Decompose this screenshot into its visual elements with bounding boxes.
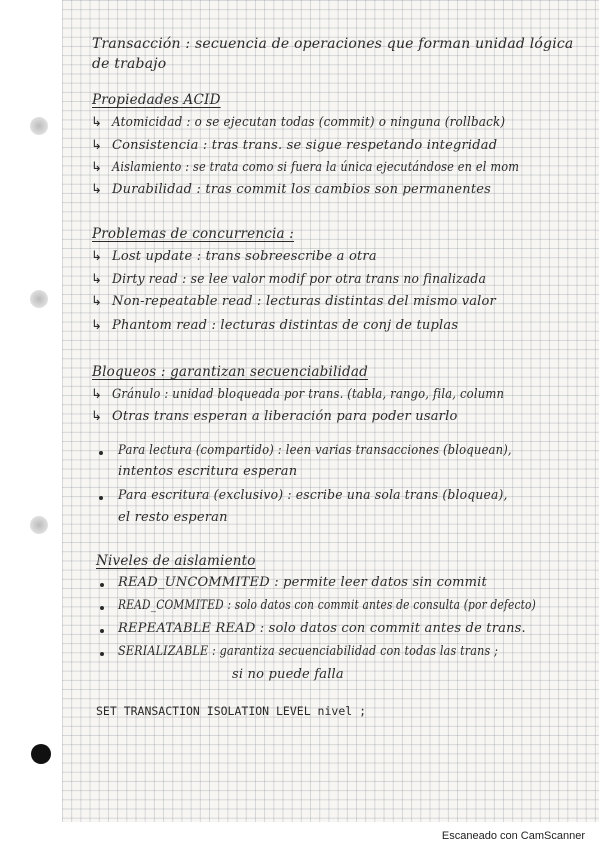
bullet xyxy=(100,629,104,633)
problema-item: Phantom read : lecturas distintas de conj de tuplas xyxy=(112,318,459,333)
bullet xyxy=(100,652,104,656)
acid-item: Atomicidad : o se ejecutan todas (commit) o ninguna (rollback) xyxy=(112,115,506,130)
arrow-icon: ↳ xyxy=(91,387,102,402)
binder-hole xyxy=(30,290,48,308)
bullet xyxy=(99,451,103,455)
bloqueos-heading: Bloqueos : garantizan secuenciabilidad xyxy=(92,364,368,380)
nivel-item: READ_UNCOMMITED : permite leer datos sin commit xyxy=(118,575,487,590)
acid-item: Durabilidad : tras commit los cambios son permanentes xyxy=(112,182,492,197)
bullet xyxy=(100,583,104,587)
acid-item: Aislamiento : se trata como si fuera la única ejecutándose en el mom xyxy=(112,160,520,175)
bullet xyxy=(100,606,104,610)
arrow-icon: ↳ xyxy=(91,294,102,309)
bloqueo-item: Gránulo : unidad bloqueada por trans. (tabla, rango, fila, column xyxy=(112,387,505,402)
problemas-heading: Problemas de concurrencia : xyxy=(92,226,295,242)
bullet xyxy=(99,496,103,500)
title-line: Transacción : secuencia de operaciones que forman unidad lógica xyxy=(92,36,574,52)
arrow-icon: ↳ xyxy=(91,182,102,197)
bloqueo-bullet-line: Para lectura (compartido) : leen varias transacciones (bloquean), xyxy=(118,443,512,458)
problema-item: Non-repeatable read : lecturas distintas del mismo valor xyxy=(112,294,496,309)
arrow-icon: ↳ xyxy=(91,249,102,264)
binder-hole xyxy=(30,117,48,135)
binder-hole xyxy=(30,516,48,534)
bloqueo-bullet-line: Para escritura (exclusivo) : escribe una sola trans (bloquea), xyxy=(118,488,508,503)
nivel-item: READ_COMMITED : solo datos con commit antes de consulta (por defecto) xyxy=(118,598,536,613)
title-line: de trabajo xyxy=(92,56,167,72)
page-margin xyxy=(0,0,62,822)
arrow-icon: ↳ xyxy=(91,272,102,287)
binder-hole xyxy=(31,744,51,764)
nivel-item: SERIALIZABLE : garantiza secuenciabilidad con todas las trans ; xyxy=(118,644,499,659)
scanner-watermark: Escaneado con CamScanner xyxy=(441,830,585,842)
nivel-item-cont: si no puede falla xyxy=(232,667,344,682)
arrow-icon: ↳ xyxy=(91,138,102,153)
acid-item: Consistencia : tras trans. se sigue respetando integridad xyxy=(112,138,498,153)
nivel-item: REPEATABLE READ : solo datos con commit antes de trans. xyxy=(118,621,526,636)
sql-statement: SET TRANSACTION ISOLATION LEVEL nivel ; xyxy=(96,704,367,718)
arrow-icon: ↳ xyxy=(91,160,102,175)
arrow-icon: ↳ xyxy=(91,409,102,424)
arrow-icon: ↳ xyxy=(91,115,102,130)
bloqueo-bullet-line: el resto esperan xyxy=(118,510,228,525)
problema-item: Dirty read : se lee valor modif por otra trans no finalizada xyxy=(112,272,487,287)
bloqueo-bullet-line: intentos escritura esperan xyxy=(118,464,298,479)
acid-heading: Propiedades ACID xyxy=(92,92,221,108)
bloqueo-item: Otras trans esperan a liberación para poder usarlo xyxy=(112,409,458,424)
problema-item: Lost update : trans sobreescribe a otra xyxy=(112,249,377,264)
arrow-icon: ↳ xyxy=(91,318,102,333)
niveles-heading: Niveles de aislamiento xyxy=(96,553,256,569)
